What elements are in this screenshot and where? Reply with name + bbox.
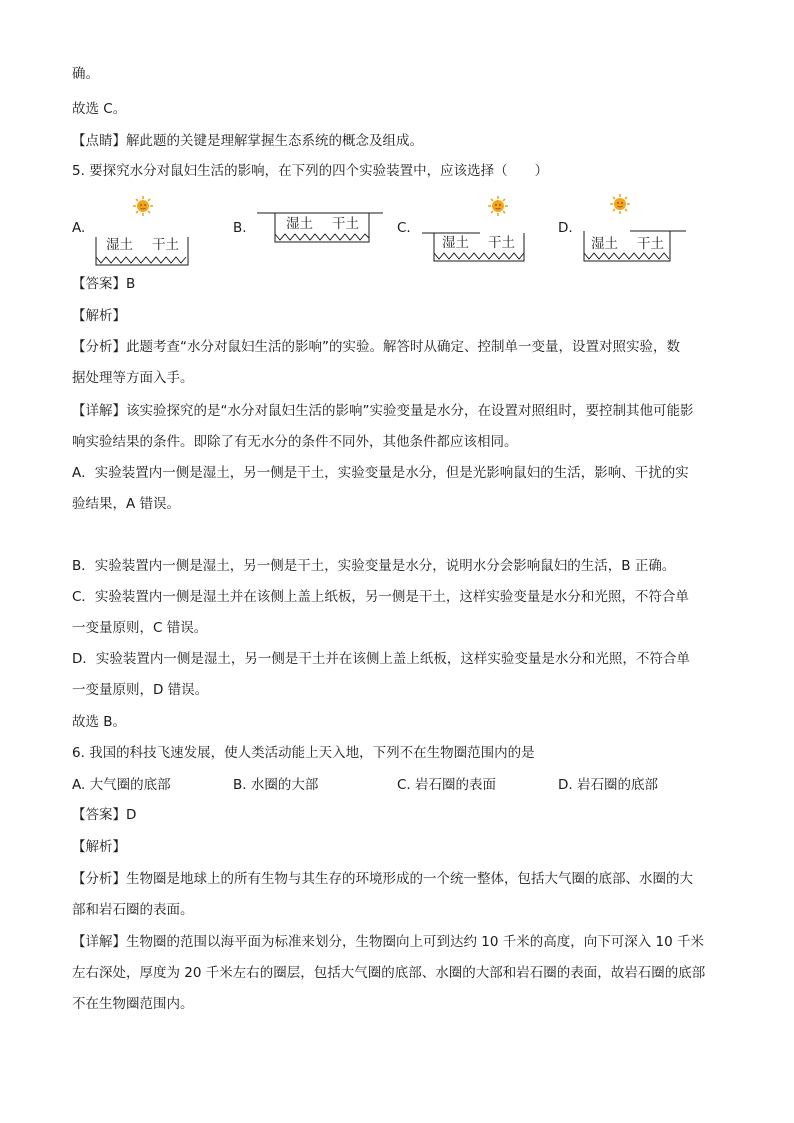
setup-d-diagram [578,193,690,263]
option-d: D. 岩石圈的底部 [558,777,658,793]
wet-soil-label: 湿土 [286,216,313,232]
detail-line: 左右深处，厚度为 20 千米左右的圈层，包括大气圈的底部、水圈的大部和岩石圈的表面，故岩石圈的底部 [72,965,706,981]
analysis-line: 【分析】生物圈是地球上的所有生物与其生存的环境形成的一个统一整体，包括大气圈的底部、水圈的大 [72,871,693,887]
text-line: 确。 [72,66,99,82]
detail-line: 验结果，A 错误。 [72,496,181,512]
answer-line: 【答案】B [72,276,136,292]
detail-line: B．实验装置内一侧是湿土，另一侧是干土，实验变量是水分，说明水分会影响鼠妇的生活，B 正确。 [72,558,676,574]
setup-b-diagram [255,210,385,244]
analysis-line: 据处理等方面入手。 [72,370,194,386]
detail-line: 【详解】生物圈的范围以海平面为标准来划分，生物圈向上可到达约 10 千米的高度，向下可深入 10 千米 [72,934,705,950]
detail-line: 【详解】该实验探究的是“水分对鼠妇生活的影响”实验变量是水分，在设置对照组时，要控制其他可能影 [72,403,694,419]
option-c-label: C. [397,220,411,236]
analysis-heading: 【解析】 [72,308,126,324]
answer-line: 【答案】D [72,807,137,823]
wet-soil-label: 湿土 [591,236,618,252]
detail-line: A．实验装置内一侧是湿土，另一侧是干土，实验变量是水分，但是光影响鼠妇的生活，影响、干扰的实 [72,465,689,481]
question-6-stem: 6. 我国的科技飞速发展，使人类活动能上天入地，下列不在生物圈范围内的是 [72,745,535,761]
option-b-label: B. [233,220,247,236]
dry-soil-label: 干土 [332,216,359,232]
detail-line: 响实验结果的条件。即除了有无水分的条件不同外，其他条件都应该相同。 [72,434,518,450]
detail-line: 一变量原则，C 错误。 [72,620,208,636]
comment-line: 【点睛】解此题的关键是理解掌握生态系统的概念及组成。 [72,133,423,149]
option-a-label: A. [72,220,86,236]
analysis-heading: 【解析】 [72,839,126,855]
option-d-label: D. [558,220,573,236]
option-a: A. 大气圈的底部 [72,777,171,793]
detail-line: C．实验装置内一侧是湿土并在该侧上盖上纸板，另一侧是干土，这样实验变量是水分和光照，不符合单 [72,589,689,605]
setup-c-diagram [420,195,530,265]
sun-icon [133,196,153,216]
question-5-stem: 5. 要探究水分对鼠妇生活的影响，在下列的四个实验装置中，应该选择（ ） [72,163,549,179]
analysis-line: 【分析】此题考查“水分对鼠妇生活的影响”的实验。解答时从确定、控制单一变量，设置对照实验，数 [72,339,680,355]
setup-a-diagram [92,193,192,265]
choice-line: 故选 B。 [72,714,127,730]
dry-soil-label: 干土 [152,237,179,253]
sun-icon [488,196,508,216]
wet-soil-label: 湿土 [442,235,469,251]
option-b: B. 水圈的大部 [233,777,319,793]
choice-line: 故选 C。 [72,101,127,117]
detail-line: 不在生物圈范围内。 [72,996,194,1012]
detail-line: 一变量原则，D 错误。 [72,682,209,698]
dry-soil-label: 干土 [637,236,664,252]
detail-line: D．实验装置内一侧是湿土，另一侧是干土并在该侧上盖上纸板，这样实验变量是水分和光照，不符合单 [72,651,690,667]
analysis-line: 部和岩石圈的表面。 [72,902,194,918]
sun-icon [610,194,630,214]
option-c: C. 岩石圈的表面 [397,777,497,793]
dry-soil-label: 干土 [488,235,515,251]
wet-soil-label: 湿土 [106,237,133,253]
